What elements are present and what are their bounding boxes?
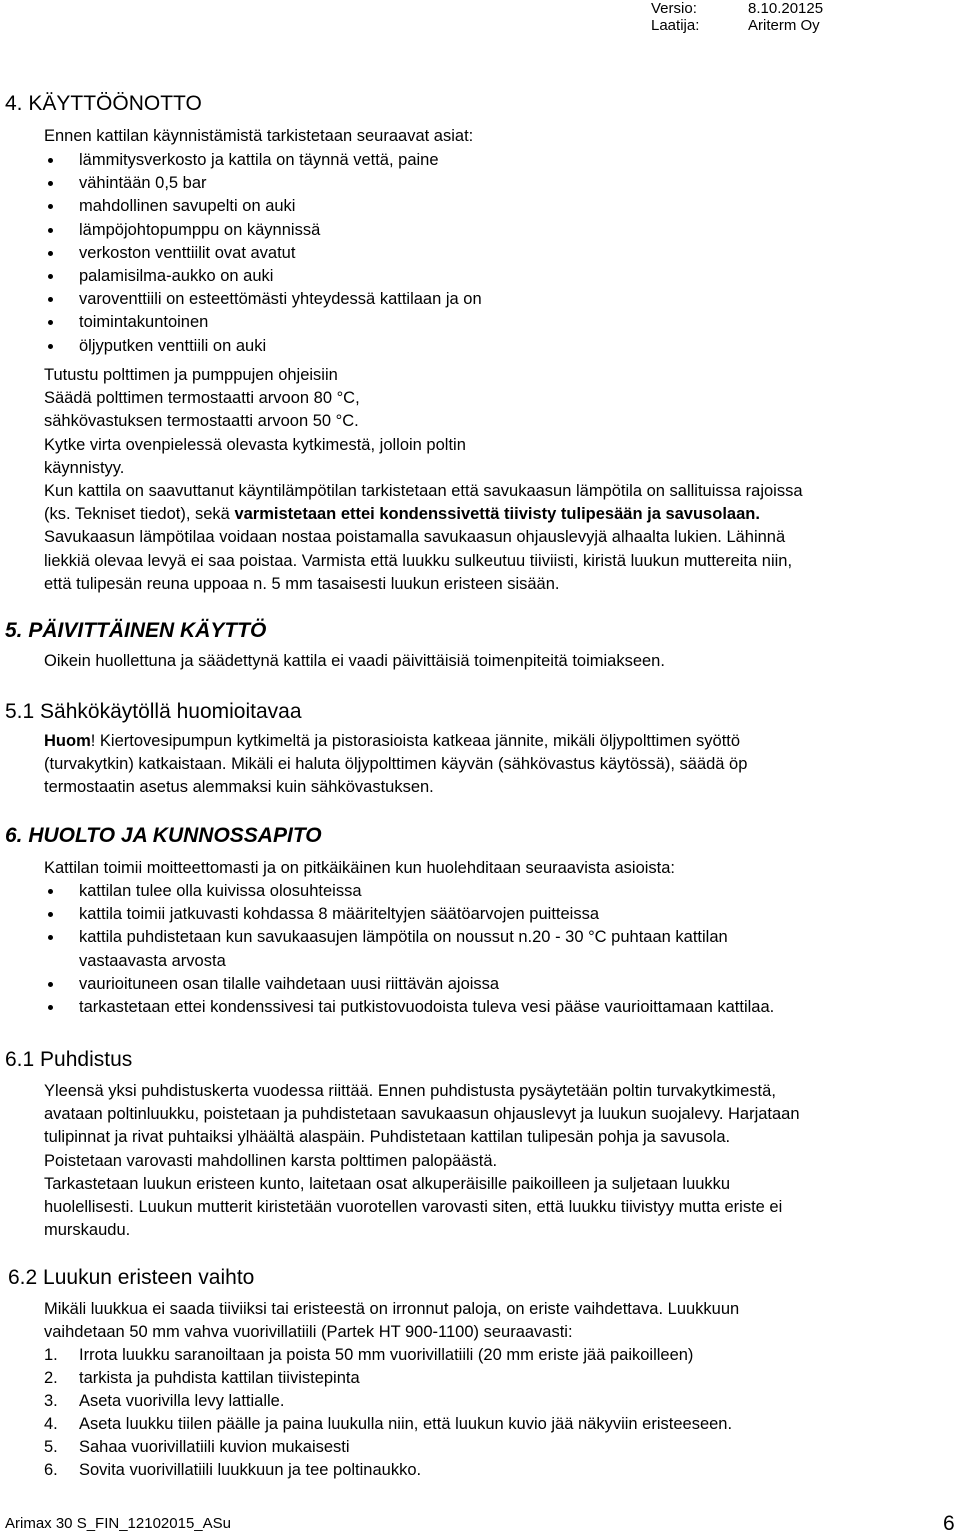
section-5-text: Oikein huollettuna ja säädettynä kattila ei vaadi päivittäisiä toimenpiteitä toimiakseen. (44, 652, 665, 670)
checklist-item: kattila toimii jatkuvasti kohdassa 8 määriteltyjen säätöarvojen puitteissa (44, 903, 774, 926)
checklist-item: verkoston venttiilit ovat avatut (44, 242, 482, 265)
section-4-intro (44, 125, 473, 148)
checklist-item: öljyputken venttiili on auki (44, 335, 482, 358)
body-line: liekkiä olevaa levyä ei saa poistaa. Varmista että luukku sulkeutuu tiiviisti, kiristä luukun muttereita niin, (44, 551, 793, 570)
step-text: Sovita vuorivillatiili luukkuun ja tee poltinaukko. (79, 1461, 422, 1479)
body-line: avataan poltinluukku, poistetaan ja puhdistetaan savukaasun ohjauslevyt ja luukun suojalevy. Harjataan (44, 1105, 800, 1124)
section-6-intro (44, 857, 675, 880)
step-item (44, 1413, 732, 1436)
checklist-item: vaurioituneen osan tilalle vaihdetaan uusi riittävän ajoissa (44, 973, 774, 996)
step-item (44, 1459, 732, 1482)
huom-label: Huom (44, 732, 91, 750)
ks-bold-warning: varmistetaan ettei kondenssivettä tiivisty tulipesään ja savusolaan. (234, 505, 760, 524)
body-line: Tarkastetaan luukun eristeen kunto, laitetaan osat alkuperäisille paikoilleen ja suljetaan luukku (44, 1174, 731, 1193)
body-line: murskaudu. (44, 1221, 131, 1240)
section-5-1-title: 5.1 Sähkökäytöllä huomioitavaa (5, 700, 302, 723)
body-line-ks (44, 503, 803, 526)
body-line: Poistetaan varovasti mahdollinen karsta polttimen palopäästä. (44, 1151, 498, 1170)
step-text: Irrota luukku saranoiltaan ja poista 50 mm vuorivillatiili (20 mm eriste jää paikoilleen) (79, 1346, 694, 1364)
body-line: käynnistyy. (44, 458, 125, 477)
header-author-value: Ariterm Oy (748, 17, 820, 34)
body-line: Kytke virta ovenpielessä olevasta kytkimestä, jolloin poltin (44, 435, 466, 454)
body-line: vaihdetaan 50 mm vahva vuorivillatiili (Partek HT 900-1100) seuraavasti: (44, 1323, 573, 1342)
body-line: Kun kattila on saavuttanut käyntilämpötilan tarkistetaan että savukaasun lämpötila on sallituissa rajoissa (44, 482, 803, 501)
section-6-2-title: 6.2 Luukun eristeen vaihto (8, 1266, 255, 1289)
section-5-title: 5. PÄIVITTÄINEN KÄYTTÖ (5, 619, 267, 642)
checklist-item: tarkastetaan ettei kondenssivesi tai putkistovuodoista tuleva vesi pääse vaurioittamaan kattilaa. (44, 996, 774, 1019)
step-item (44, 1344, 732, 1367)
section-5-body (44, 650, 665, 673)
footer-doc-id: Arimax 30 S_FIN_12102015_ASu (5, 1515, 231, 1532)
section-6-title: 6. HUOLTO JA KUNNOSSAPITO (5, 824, 322, 847)
section-4-checklist (44, 149, 482, 358)
step-text: Aseta vuorivilla levy lattialle. (79, 1392, 285, 1410)
body-line: Mikäli luukkua ei saada tiiviiksi tai eristeestä on irronnut paloja, on eriste vaihdettava. Luukkuun (44, 1300, 740, 1318)
section-6-2-steps (44, 1344, 732, 1482)
step-item (44, 1367, 732, 1390)
body-line-huom (44, 730, 747, 753)
body-line: Savukaasun lämpötilaa voidaan nostaa poistamalla savukaasun ohjauslevyjä alhaalta lukien. Lähinnä (44, 528, 786, 547)
body-line: sähkövastuksen termostaatti arvoon 50 °C. (44, 412, 359, 431)
step-number: 1. (44, 1346, 58, 1364)
section-5-1-body (44, 730, 747, 800)
step-text: tarkista ja puhdista kattilan tiivistepinta (79, 1369, 360, 1387)
body-line: termostaatin asetus alemmaksi kuin sähkövastuksen. (44, 778, 434, 797)
header-author-label: Laatija: (651, 17, 700, 34)
section-6-intro-text: Kattilan toimii moitteettomasti ja on pitkäikäinen kun huolehditaan seuraavista asioista: (44, 859, 676, 877)
step-number: 5. (44, 1438, 58, 1456)
checklist-item: toimintakuntoinen (44, 311, 482, 334)
checklist-item: kattilan tulee olla kuivissa olosuhteissa (44, 880, 774, 903)
step-text: Sahaa vuorivillatiili kuvion mukaisesti (79, 1438, 350, 1456)
section-4-title: 4. KÄYTTÖÖNOTTO (5, 92, 202, 115)
checklist-item: mahdollinen savupelti on auki (44, 195, 482, 218)
body-line: Tutustu polttimen ja pumppujen ohjeisiin (44, 366, 338, 384)
body-line: Säädä polttimen termostaatti arvoon 80 °C, (44, 389, 360, 408)
body-line: Yleensä yksi puhdistuskerta vuodessa riittää. Ennen puhdistusta pysäytetään poltin turvakytkimestä, (44, 1082, 776, 1100)
header-version-label: Versio: (651, 0, 697, 17)
body-line: tulipinnat ja rivat puhtaiksi ylhäältä alaspäin. Puhdistetaan kattilan tulipesän pohja ja savusola. (44, 1128, 731, 1147)
section-6-checklist (44, 880, 774, 1019)
section-6-2-intro (44, 1298, 739, 1344)
body-line: huolellisesti. Luukun mutterit kiristetään vuorotellen varovasti siten, että luukku tiivistyy mutta eriste ei (44, 1198, 783, 1217)
step-item (44, 1390, 732, 1413)
checklist-item: vähintään 0,5 bar (44, 172, 482, 195)
step-number: 6. (44, 1461, 58, 1479)
section-4-intro-text: Ennen kattilan käynnistämistä tarkistetaan seuraavat asiat: (44, 127, 474, 145)
huom-text: ! Kiertovesipumpun kytkimeltä ja pistorasioista katkeaa jännite, mikäli öljypolttimen syöttö (90, 732, 741, 750)
ks-prefix: (ks. Tekniset tiedot), sekä (44, 505, 235, 524)
checklist-item-continued: vastaavasta arvosta (79, 951, 226, 970)
step-item (44, 1436, 732, 1459)
checklist-item: varoventtiili on esteettömästi yhteydessä kattilaan ja on (44, 288, 482, 311)
checklist-item: palamisilma-aukko on auki (44, 265, 482, 288)
step-text: Aseta luukku tiilen päälle ja paina luukulla niin, että luukun kuvio jää näkyviin eristeeseen. (79, 1415, 733, 1433)
section-4-body (44, 364, 803, 596)
checklist-item: lämpöjohtopumppu on käynnissä (44, 219, 482, 242)
body-line: että tulipesän reuna uppoaa n. 5 mm tasaisesti luukun eristeen sisään. (44, 574, 560, 593)
step-number: 2. (44, 1369, 58, 1387)
step-number: 3. (44, 1392, 58, 1410)
step-number: 4. (44, 1415, 58, 1433)
checklist-item: kattila puhdistetaan kun savukaasujen lämpötila on noussut n.20 - 30 °C puhtaan kattilan (44, 926, 774, 949)
page-number: 6 (943, 1512, 955, 1535)
checklist-item: lämmitysverkosto ja kattila on täynnä vettä, paine (44, 149, 482, 172)
section-6-1-body (44, 1080, 800, 1242)
body-line: (turvakytkin) katkaistaan. Mikäli ei haluta öljypolttimen käyvän (sähkövastus käytössä), säädä öp (44, 755, 748, 774)
section-6-1-title: 6.1 Puhdistus (5, 1048, 133, 1071)
header-version-value: 8.10.20125 (748, 0, 824, 17)
